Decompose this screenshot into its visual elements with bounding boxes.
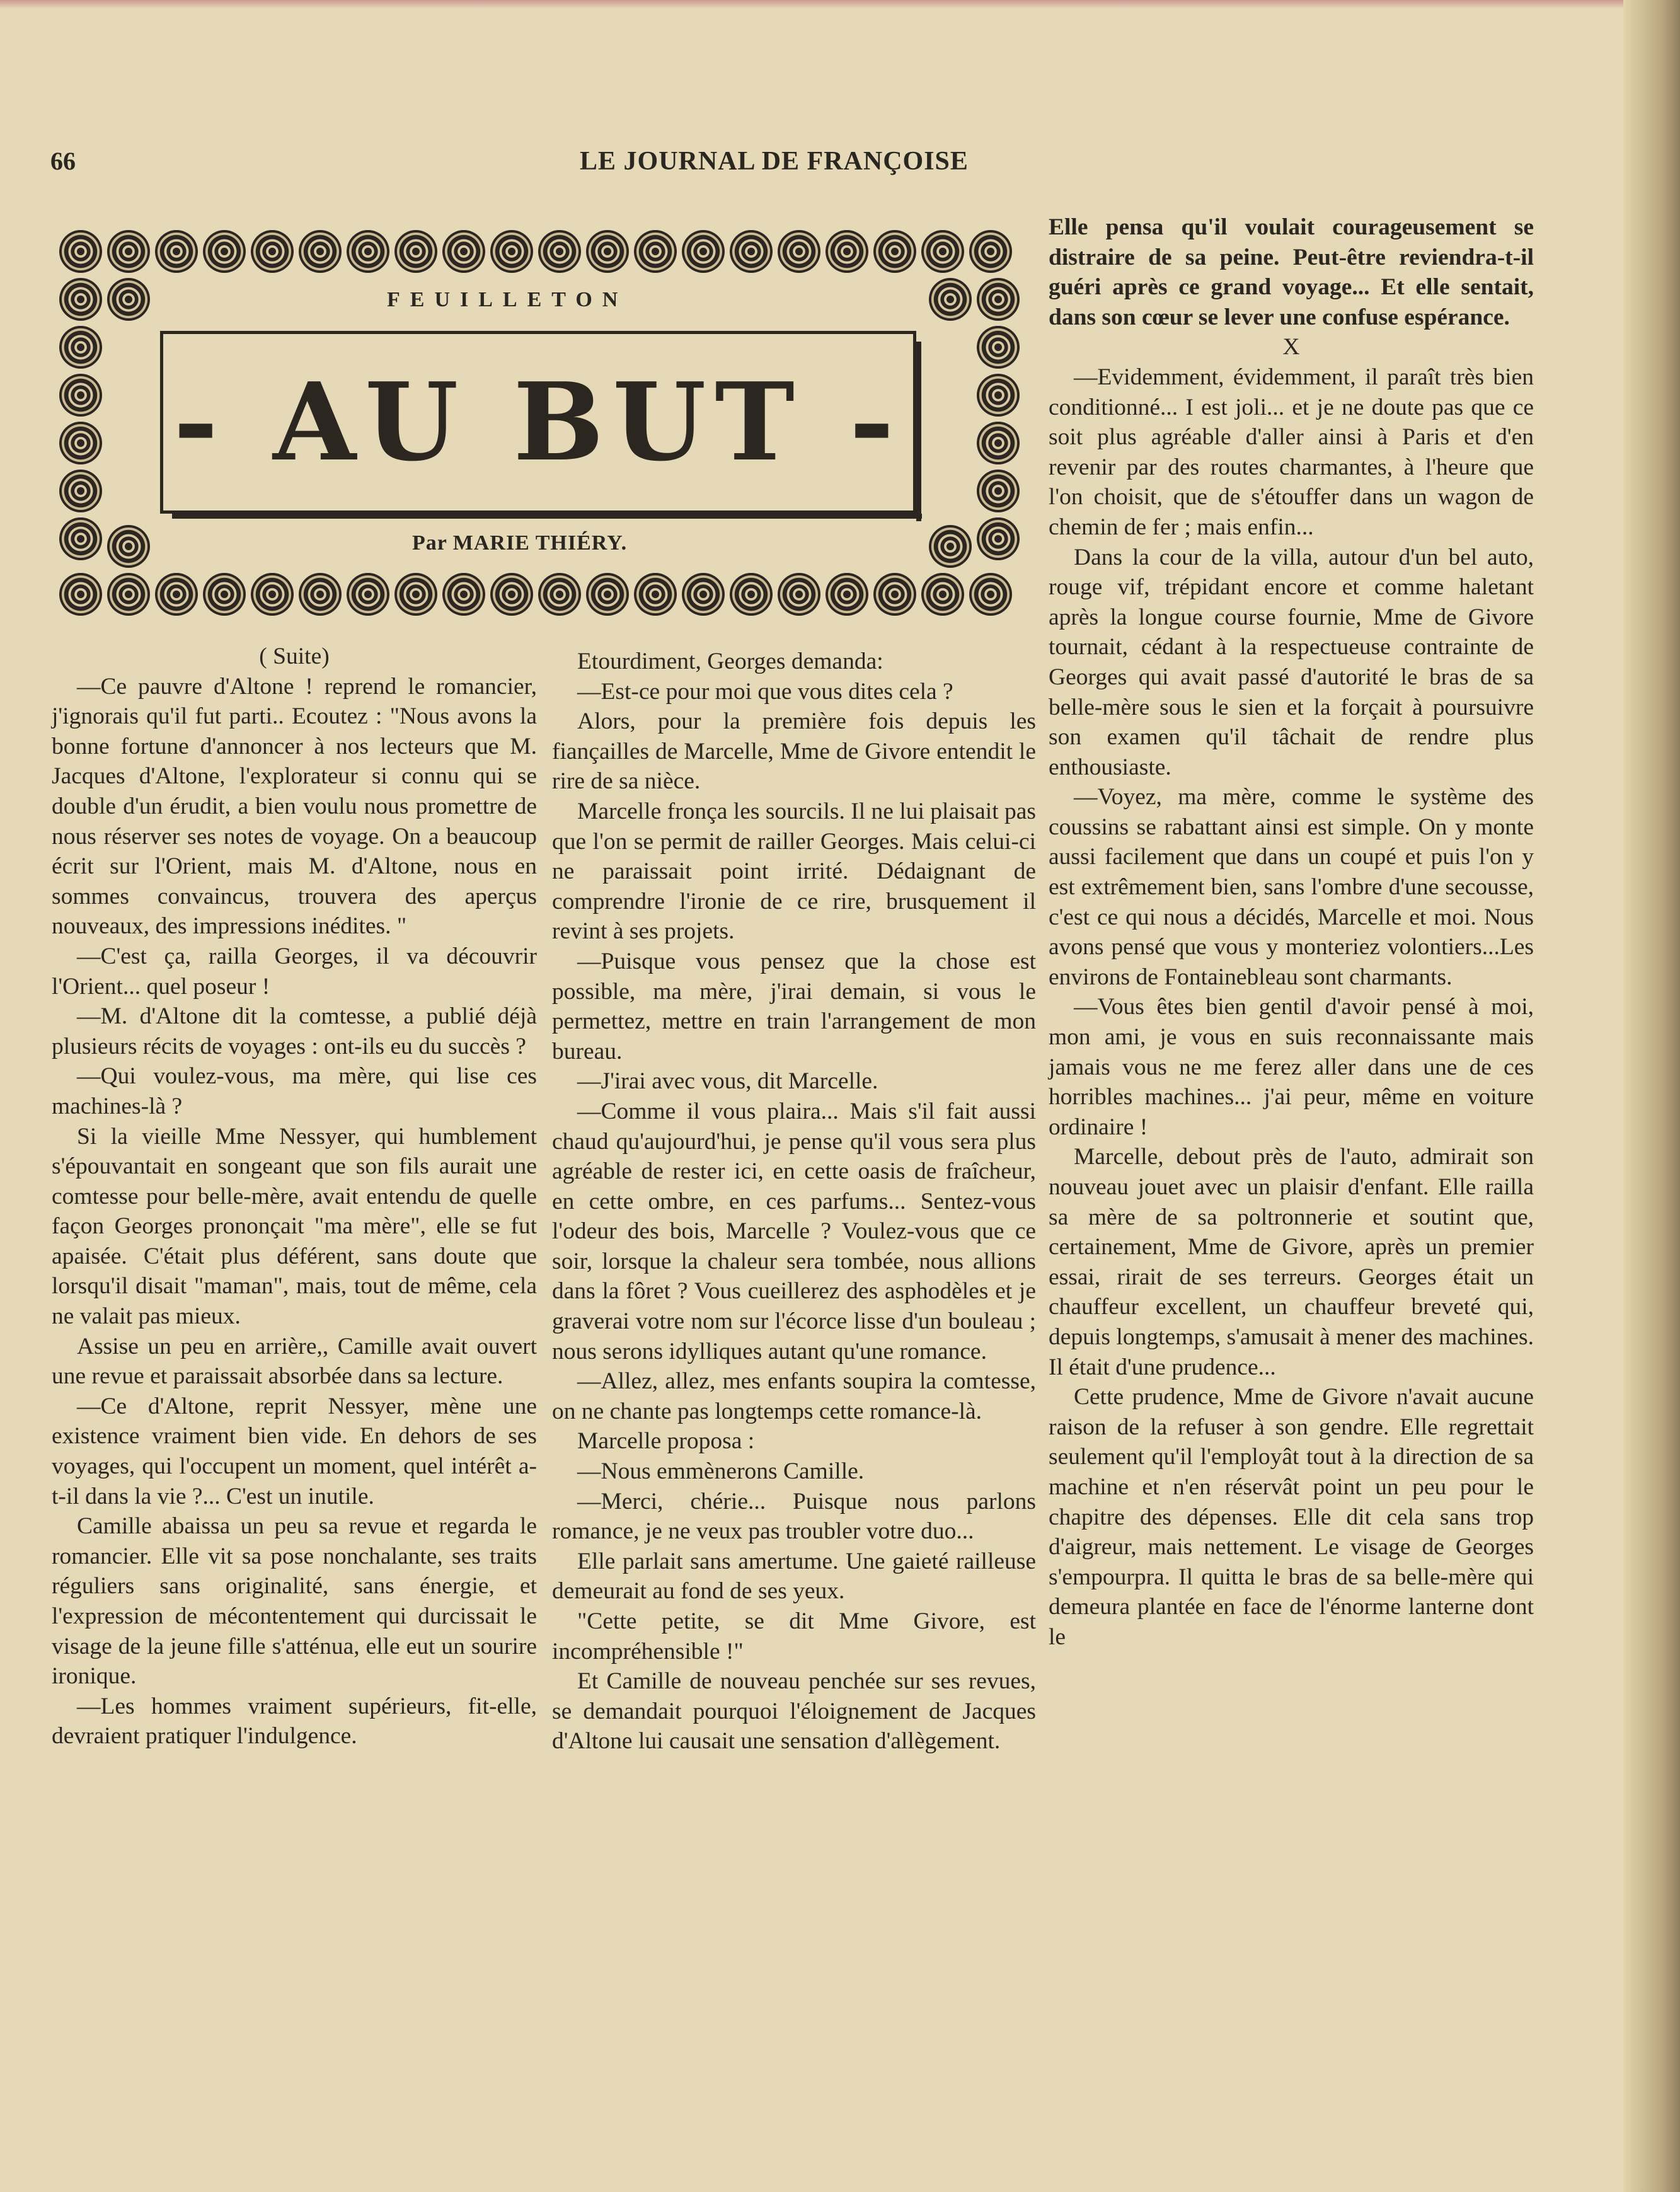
rosette-ornament (251, 573, 294, 616)
rosette-ornament (394, 230, 437, 273)
rosette-ornament (394, 573, 437, 616)
paragraph: —Ce d'Altone, reprit Nessyer, mène une existence vraiment bien vide. En dehors de ses voyages, qui l'occupent un moment, quel intérêt a-t-il dans la vie ?... C'est un inutile. (52, 1393, 537, 1509)
rosette-ornament (538, 573, 581, 616)
paragraph: —Est-ce pour moi que vous dites cela ? (577, 678, 953, 705)
paragraph: —Ce pauvre d'Altone ! reprend le romancier, j'ignorais qu'il fut parti.. Ecoutez : "Nous avons la bonne fortune d'annoncer à nos lecteurs que M. Jacques d'Altone, l'explorateur si connu qui se double d'un érudit, a bien voulu nous promettre de nous réserver ses notes de voyage. On a beaucoup écrit sur l'Orient, mais M. d'Altone, nous en sommes convaincus, trouvera des aperçus nouveaux, des impressions inédites. " (52, 673, 537, 940)
rosette-ornament (107, 525, 150, 568)
rosette-ornament (634, 230, 677, 273)
rosette-ornament (586, 573, 629, 616)
paragraph: —Qui voulez-vous, ma mère, qui lise ces machines-là ? (52, 1063, 537, 1119)
rosette-ornament (203, 573, 246, 616)
paragraph: Marcelle fronça les sourcils. Il ne lui plaisait pas que l'on se permit de railler Georges. Mais celui-ci ne paraissait point irrité. Dédaignant de comprendre l'ironie de ce rire, brusquement il revint à ses projets. (552, 798, 1036, 945)
rosette-ornament (107, 230, 150, 273)
rosette-ornament (977, 374, 1020, 417)
rosette-ornament (251, 230, 294, 273)
paragraph: Etourdiment, Georges demanda: (577, 649, 883, 674)
text-column-1 (52, 642, 537, 1751)
paragraph: —Puisque vous pensez que la chose est possible, ma mère, j'irai demain, si vous le permettez, mettre en train l'arrangement de mon bureau. (552, 948, 1036, 1064)
rosette-ornament (538, 230, 581, 273)
rosette-ornament (299, 573, 342, 616)
rosette-ornament (682, 573, 725, 616)
rosette-ornament (107, 573, 150, 616)
text-column-2 (552, 647, 1036, 1756)
rosette-ornament (586, 230, 629, 273)
rosette-ornament (921, 230, 964, 273)
paragraph: Et Camille de nouveau penchée sur ses revues, se demandait pourquoi l'éloignement de Jacques d'Altone lui causait une sensation d'allègement. (552, 1668, 1036, 1755)
rosette-ornament (59, 230, 102, 273)
rosette-border-right (977, 278, 1025, 565)
rosette-ornament (59, 470, 102, 512)
rosette-ornament (778, 230, 820, 273)
rosette-ornament (59, 326, 102, 369)
rosette-ornament (107, 278, 150, 321)
rosette-ornament (977, 326, 1020, 369)
rosette-ornament (59, 422, 102, 464)
rosette-ornament (299, 230, 342, 273)
rosette-ornament (59, 374, 102, 417)
rosette-ornament (682, 230, 725, 273)
paragraph: —Les hommes vraiment supérieurs, fit-elle, devraient pratiquer l'indulgence. (52, 1693, 537, 1750)
paragraph: —Voyez, ma mère, comme le système des coussins se rabattant ainsi est simple. On y monte aussi facilement que dans un coupé et puis l'on y est extrêmement bien, sans l'ombre d'une secousse, c'est ce qui nous a décidés, Marcelle et moi. Nous avons pensé que vous y monteriez volontiers...Les environs de Fontainebleau sont charmants. (1049, 784, 1534, 990)
paragraph: Assise un peu en arrière,, Camille avait ouvert une revue et paraissait absorbée dans sa lecture. (52, 1333, 537, 1390)
rosette-ornament (826, 230, 868, 273)
feuilleton-title-box (59, 230, 1023, 621)
rosette-ornament (873, 230, 916, 273)
rosette-ornament (977, 278, 1020, 321)
rosette-ornament (778, 573, 820, 616)
page-number: 66 (50, 147, 76, 175)
page-gutter-shadow (1623, 0, 1680, 2192)
rosette-ornament (634, 573, 677, 616)
rosette-ornament (347, 573, 389, 616)
paragraph: —J'irai avec vous, dit Marcelle. (577, 1068, 878, 1095)
paragraph: Si la vieille Mme Nessyer, qui humblement s'épouvantait en songeant que son fils aurait une comtesse pour belle-mère, avait entendu de quelle façon Georges prononçait "ma mère", elle se fut apaisée. C'était plus déférent, sans doute que lorsqu'il disait "maman", mais, tout de même, cela ne valait pas mieux. (52, 1123, 537, 1330)
author-prefix: Par (412, 531, 447, 555)
paragraph: Marcelle, debout près de l'auto, admirait son nouveau jouet avec un plaisir d'enfant. Elle railla sa mère de sa poltronnerie et soutint que, certainement, Mme de Givore, après un premier essai, rirait de ses terreurs. Georges était un chauffeur excellent, un chauffeur breveté qui, depuis longtemps, s'amusait à mener des machines. Il était d'une prudence... (1049, 1144, 1534, 1380)
rosette-ornament (929, 525, 972, 568)
paragraph: —C'est ça, railla Georges, il va découvrir l'Orient... quel poseur ! (52, 943, 537, 1000)
paragraph: Marcelle proposa : (577, 1428, 755, 1455)
text-column-3 (1049, 212, 1534, 1653)
rosette-ornament (59, 517, 102, 560)
rosette-ornament (490, 573, 533, 616)
paragraph: Elle parlait sans amertume. Une gaieté railleuse demeurait au fond de ses yeux. (552, 1548, 1036, 1605)
author-name: MARIE THIÉRY. (452, 531, 628, 555)
rosette-ornament (977, 517, 1020, 560)
rosette-ornament (921, 573, 964, 616)
page-top-edge (0, 0, 1680, 9)
rosette-ornament (155, 573, 198, 616)
paragraph: —Evidemment, évidemment, il paraît très bien conditionné... I est joli... et je ne doute pas que ce soit plus agréable d'aller ainsi à Paris et d'en revenir par des routes charmantes, à l'heure que l'on choisit, que de s'étouffer dans un wagon de chemin de fer ; mais enfin... (1049, 364, 1534, 540)
paragraph: —M. d'Altone dit la comtesse, a publié déjà plusieurs récits de voyages : ont-ils eu du succès ? (52, 1003, 537, 1059)
paragraph: —Merci, chérie... Puisque nous parlons romance, je ne veux pas troubler votre duo... (552, 1488, 1036, 1545)
rosette-ornament (929, 278, 972, 321)
paragraph: Camille abaissa un peu sa revue et regarda le romancier. Elle vit sa pose nonchalante, ses traits réguliers sans originalité, sans énergie, et l'expression de mécontentement qui durcissait le visage de la jeune fille s'atténua, elle eut un sourire ironique. (52, 1513, 537, 1690)
paragraph: Alors, pour la première fois depuis les fiançailles de Marcelle, Mme de Givore entendit le rire de sa nièce. (552, 708, 1036, 795)
rubric-label: FEUILLETON (387, 288, 628, 311)
rosette-ornament (969, 230, 1012, 273)
rosette-ornament (969, 573, 1012, 616)
rosette-ornament (442, 230, 485, 273)
rosette-ornament (59, 573, 102, 616)
rosette-ornament (730, 230, 773, 273)
column-3-body (1049, 362, 1534, 1653)
rosette-ornament (977, 470, 1020, 512)
paragraph: —Vous êtes bien gentil d'avoir pensé à moi, mon ami, je vous en suis reconnaissante mais jamais vous ne me ferez aller dans une de ces horribles machines... j'ai peur, même en voiture ordinaire ! (1049, 994, 1534, 1140)
paragraph: —Allez, allez, mes enfants soupira la comtesse, on ne chante pas longtemps cette romance-là. (552, 1368, 1036, 1424)
rosette-ornament (203, 230, 246, 273)
rosette-ornament (155, 230, 198, 273)
chapter-number: X (1282, 334, 1300, 361)
paragraph: Cette prudence, Mme de Givore n'avait aucune raison de la refuser à son gendre. Elle regrettait seulement qu'il l'employât tout à la direction de sa machine et n'en réservât point un peu pour le chapitre des dépenses. Elle dit cela sans trop d'aigreur, mais nettement. Le visage de Georges s'empourpra. Il quitta le bras de sa belle-mère qui demeura plantée en face de l'énorme lanterne dont le (1049, 1384, 1534, 1650)
rosette-ornament (490, 230, 533, 273)
story-title: - AU BUT - (173, 359, 903, 485)
rosette-ornament (347, 230, 389, 273)
column-3-opening: Elle pensa qu'il voulait courageusement se distraire de sa peine. Peut-être reviendra-t-il guéri après ce grand voyage... Et elle sentait, dans son cœur se lever une confuse espérance. (1049, 214, 1534, 330)
rosette-ornament (977, 422, 1020, 464)
running-header (50, 146, 1027, 187)
paragraph: "Cette petite, se dit Mme Givore, est incompréhensible !" (552, 1608, 1036, 1664)
rosette-ornament (59, 278, 102, 321)
rosette-ornament (873, 573, 916, 616)
rosette-border-left (59, 278, 107, 565)
journal-title: LE JOURNAL DE FRANÇOISE (580, 147, 969, 176)
paragraph: ( Suite) (259, 643, 330, 669)
author-line (412, 531, 627, 555)
rosette-ornament (442, 573, 485, 616)
title-frame (160, 331, 916, 514)
rosette-ornament (730, 573, 773, 616)
rosette-border-top (59, 230, 1017, 278)
paragraph: —Nous emmènerons Camille. (577, 1458, 865, 1485)
paragraph: —Comme il vous plaira... Mais s'il fait aussi chaud qu'aujourd'hui, je pense qu'il vous sera plus agréable de rester ici, en cette oasis de fraîcheur, en cette ombre, en ces parfums... Sentez-vous l'odeur des bois, Marcelle ? Voulez-vous que ce soir, lorsque la chaleur sera tombée, nous allions dans la fôret ? Vous cueillerez des asphodèles et je graverai votre nom sur l'écorce lisse d'un bouleau ; nous serons idylliques autant qu'une romance. (552, 1098, 1036, 1364)
rosette-border-bottom (59, 573, 1017, 621)
rosette-ornament (826, 573, 868, 616)
paragraph: Dans la cour de la villa, autour d'un bel auto, rouge vif, trépidant encore et comme haletant après la longue course fournie, Mme de Givore tournait, cédant à la respectueuse contrainte de Georges qui avait passé d'autorité le bras de sa belle-mère sous le sien et la forçait à poursuivre son examen qu'il tâchait de rendre plus enthousiaste. (1049, 544, 1534, 780)
